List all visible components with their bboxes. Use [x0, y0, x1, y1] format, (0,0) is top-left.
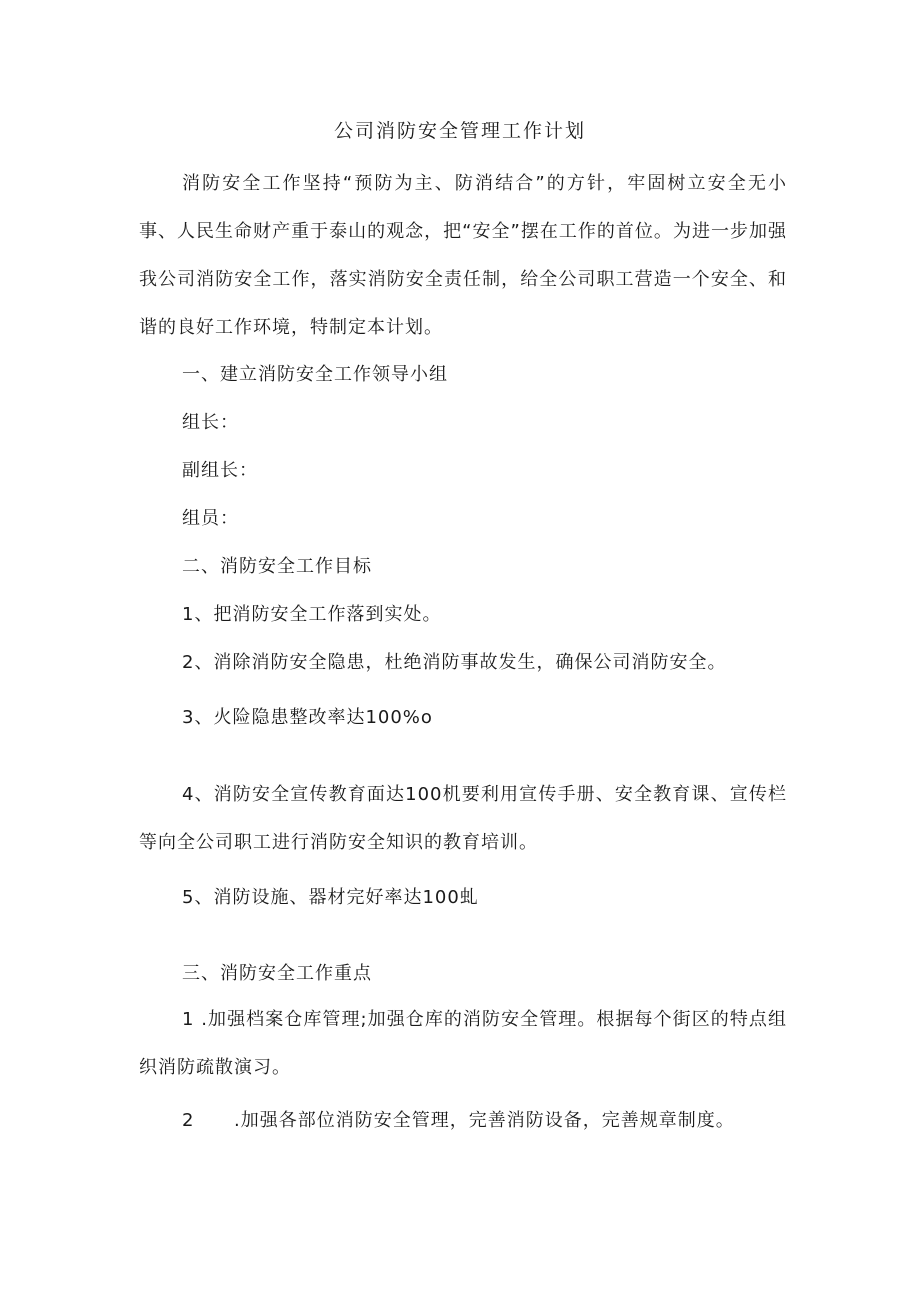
document-title: 公司消防安全管理工作计划: [333, 120, 586, 142]
section2-heading: 二、消防安全工作目标: [182, 556, 372, 577]
section1-heading: 一、建立消防安全工作领导小组: [182, 364, 448, 385]
members-label: 组员：: [182, 508, 239, 529]
focus-item-2: [182, 1107, 735, 1135]
intro-paragraph: 消防安全工作坚持“预防为主、防消结合”的方针，牢固树立安全无小事、人民生命财产重于泰山的观念，把“安全”摆在工作的首位。为进一步加强我公司消防安全工作，落实消防安全责任制，给全公司职工营造一个安全、和谐的良好工作环境，特制定本计划。: [139, 173, 787, 338]
goal-item-3: 3、火险隐患整改率达100%o: [182, 707, 433, 728]
goal-item-2: 2、消除消防安全隐患，杜绝消防事故发生，确保公司消防安全。: [182, 652, 727, 673]
focus-item-1: 1 .加强档案仓库管理;加强仓库的消防安全管理。根据每个街区的特点组织消防疏散演习。: [139, 1009, 787, 1078]
leader-label: 组长：: [182, 412, 239, 433]
focus-item-2-number: 2: [182, 1110, 195, 1131]
focus-item-2-text: .加强各部位消防安全管理，完善消防设备，完善规章制度。: [234, 1110, 735, 1131]
goal-item-5: 5、消防设施、器材完好率达100虬: [182, 887, 479, 908]
goal-item-1: 1、把消防安全工作落到实处。: [182, 604, 442, 625]
goal-item-4: 4、消防安全宣传教育面达100机要利用宣传手册、安全教育课、宣传栏等向全公司职工进行消防安全知识的教育培训。: [139, 784, 787, 853]
deputy-leader-label: 副组长：: [182, 460, 258, 481]
section3-heading: 三、消防安全工作重点: [182, 963, 372, 984]
